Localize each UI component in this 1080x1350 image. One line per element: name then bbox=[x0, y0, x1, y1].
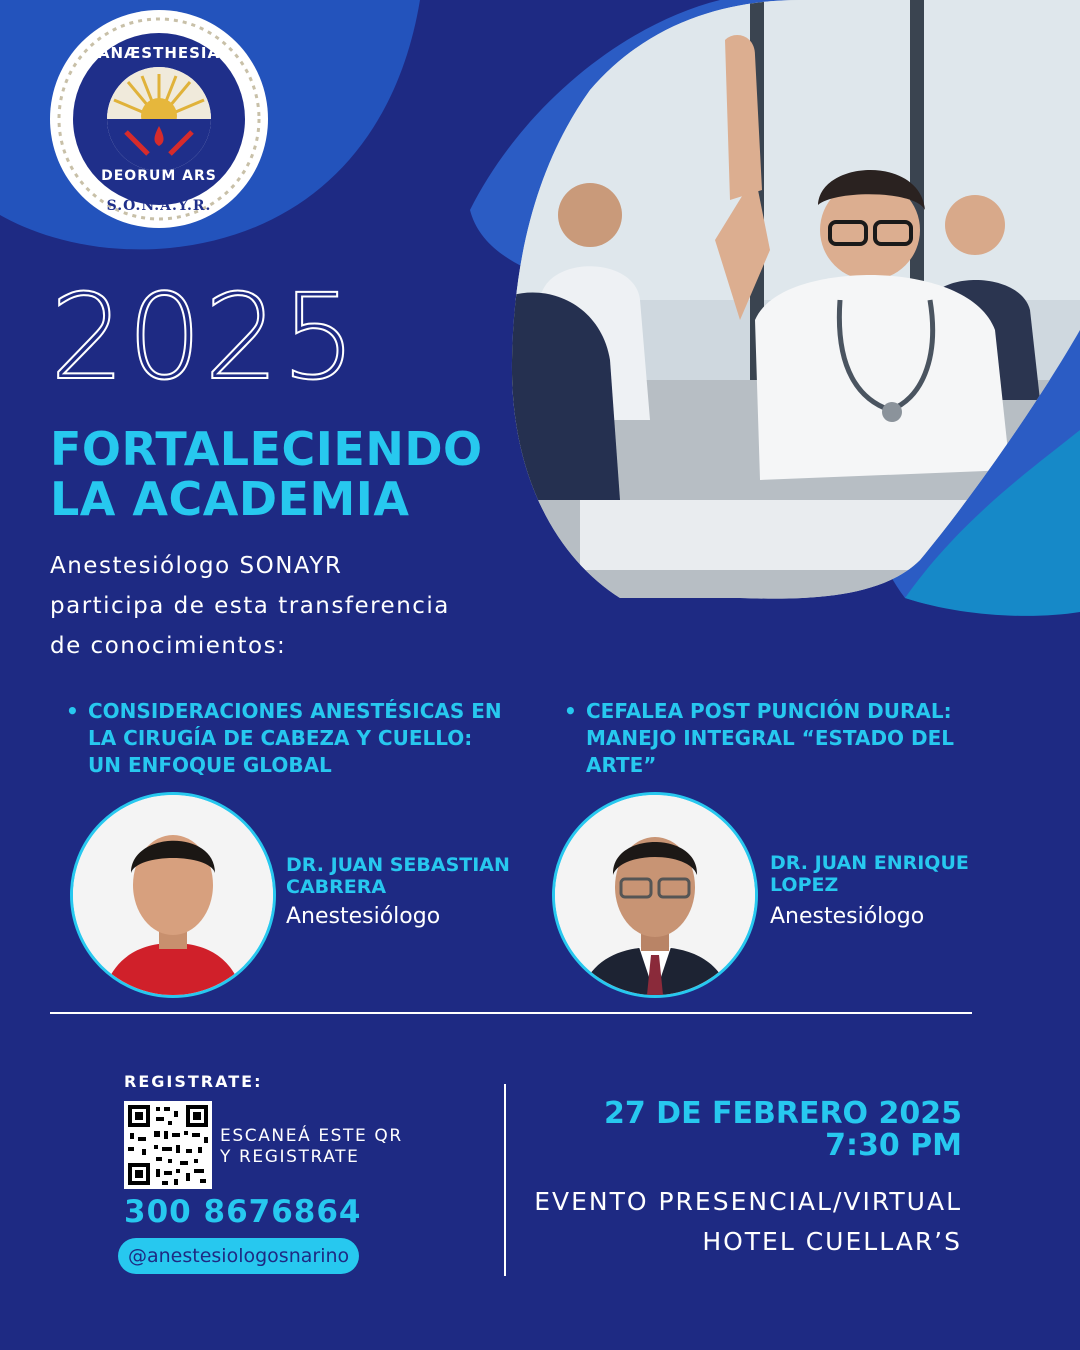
intro-line-3: de conocimientos: bbox=[50, 633, 287, 659]
intro-text bbox=[50, 546, 510, 666]
bullet-icon: • bbox=[66, 699, 79, 723]
talk-2-title-line-2: MANEJO INTEGRAL “ESTADO DEL bbox=[586, 726, 955, 750]
event-mode: EVENTO PRESENCIAL/VIRTUAL bbox=[534, 1187, 962, 1216]
event-date: 27 DE FEBRERO 2025 bbox=[603, 1096, 962, 1131]
logo-bottom-text: DEORUM ARS bbox=[101, 168, 217, 184]
speaker-2-role: Anestesiólogo bbox=[770, 904, 925, 929]
vertical-divider bbox=[504, 1084, 506, 1276]
event-location: HOTEL CUELLAR’S bbox=[702, 1227, 962, 1256]
sonayr-logo bbox=[48, 8, 270, 230]
logo-banner-text: S.O.N.A.Y.R. bbox=[106, 198, 212, 214]
bullet-icon: • bbox=[564, 699, 577, 723]
speaker-2-photo bbox=[552, 792, 758, 998]
speaker-2-portrait bbox=[555, 795, 755, 995]
classroom-photo bbox=[500, 0, 1080, 600]
talk-2-title-line-1: CEFALEA POST PUNCIÓN DURAL: bbox=[586, 699, 952, 723]
speaker-1-role: Anestesiólogo bbox=[286, 904, 441, 929]
speaker-2-name-line-1: DR. JUAN ENRIQUE bbox=[770, 852, 969, 874]
talk-1-title-line-1: CONSIDERACIONES ANESTÉSICAS EN bbox=[88, 699, 502, 723]
talk-2-title-line-3: ARTE” bbox=[586, 753, 657, 777]
logo-top-text: ANÆSTHESIA bbox=[97, 44, 221, 62]
speaker-2-name bbox=[770, 852, 969, 896]
speaker-1-photo bbox=[70, 792, 276, 998]
speaker-1-name-line-1: DR. JUAN SEBASTIAN bbox=[286, 854, 510, 876]
qr-instructions bbox=[220, 1126, 403, 1168]
talk-2-title bbox=[564, 698, 1006, 779]
event-time: 7:30 PM bbox=[825, 1128, 962, 1163]
intro-line-1: Anestesiólogo SONAYR bbox=[50, 553, 343, 579]
talk-1-title-line-2: LA CIRUGÍA DE CABEZA Y CUELLO: bbox=[88, 726, 473, 750]
qr-instructions-line-1: ESCANEÁ ESTE QR bbox=[220, 1126, 403, 1146]
social-handle-badge[interactable]: @anestesiologosnarino bbox=[118, 1238, 359, 1274]
headline-line-2: LA ACADEMIA bbox=[50, 472, 410, 526]
logo-emblem bbox=[48, 8, 270, 230]
talk-1-title-line-3: UN ENFOQUE GLOBAL bbox=[88, 753, 332, 777]
qr-code-icon bbox=[124, 1101, 212, 1189]
speaker-1-name bbox=[286, 854, 510, 898]
register-label: REGISTRATE: bbox=[124, 1072, 263, 1091]
intro-line-2: participa de esta transferencia bbox=[50, 593, 450, 619]
speaker-1-portrait bbox=[73, 795, 273, 995]
event-datetime bbox=[604, 1098, 962, 1162]
horizontal-divider bbox=[50, 1012, 972, 1014]
talk-1-title bbox=[66, 698, 538, 779]
headline-line-1: FORTALECIENDO bbox=[50, 422, 483, 476]
qr-code[interactable] bbox=[124, 1101, 212, 1189]
qr-instructions-line-2: Y REGISTRATE bbox=[220, 1147, 360, 1167]
event-venue bbox=[534, 1182, 962, 1262]
year-title: 2025 bbox=[50, 268, 359, 406]
speaker-1-name-line-2: CABRERA bbox=[286, 876, 387, 898]
phone-number[interactable]: 300 8676864 bbox=[124, 1194, 362, 1230]
speaker-2-name-line-2: LOPEZ bbox=[770, 874, 839, 896]
